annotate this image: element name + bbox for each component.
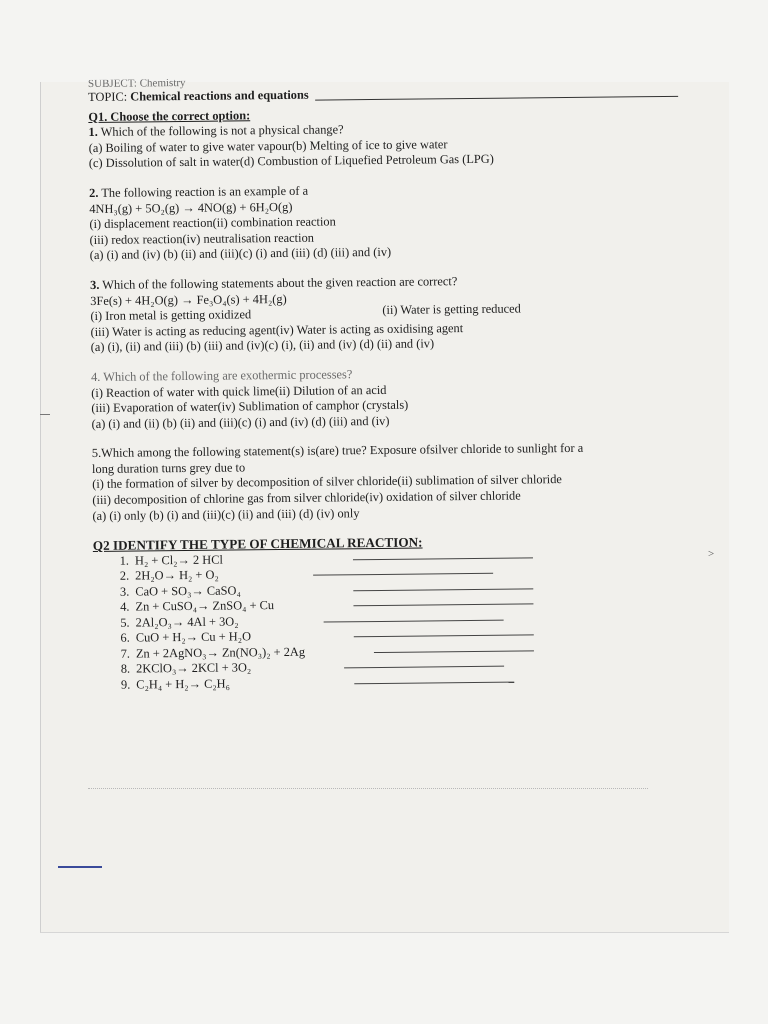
question-number: 2. <box>89 185 99 200</box>
answer-blank <box>313 572 493 576</box>
margin-tick <box>40 414 50 415</box>
q1-heading: Q1. Choose the correct option: <box>88 107 251 124</box>
reaction-number: 6. <box>120 630 130 645</box>
reaction-number: 7. <box>120 646 131 661</box>
option-line: (iii) redox reaction(iv) neutralisation reaction <box>89 230 314 247</box>
reaction-equation: C₂H₄ + H₂→ C₂H₆ <box>136 676 230 692</box>
stray-mark: > <box>708 548 715 560</box>
question-text: Which of the following are exothermic processes? <box>100 367 353 384</box>
reaction-equation: 3Fe(s) + 4H₂O(g) → Fe₃O₄(s) + 4H₂(g) <box>90 291 287 308</box>
reaction-number: 9. <box>120 677 131 692</box>
question-number: 4. <box>90 369 101 384</box>
question-5 <box>92 440 683 524</box>
reaction-number: 3. <box>119 584 130 599</box>
option-line: long duration turns grey due to <box>91 460 246 476</box>
option-line: (ii) Water is getting reduced <box>382 301 521 318</box>
question-4 <box>91 364 682 433</box>
reaction-equation: 4NH₃(g) + 5O₂(g) → 4NO(g) + 6H₂O(g) <box>89 199 293 216</box>
question-3 <box>90 272 681 356</box>
answer-choices: (a) (i) only (b) (i) and (iii)(c) (ii) and (iii) (d) (iv) only <box>92 505 360 523</box>
answer-blank <box>353 602 533 606</box>
reaction-number: 2. <box>119 568 130 583</box>
option-line: (i) Iron metal is getting oxidized <box>90 307 252 324</box>
option-line: (c) Dissolution of salt in water(d) Combustion of Liquefied Petroleum Gas (LPG) <box>88 152 494 171</box>
option-line: (iii) Evaporation of water(iv) Sublimation of camphor (crystals) <box>91 397 409 416</box>
reaction-number: 1. <box>119 553 130 568</box>
answer-blank <box>354 633 534 637</box>
answer-blank <box>353 556 533 560</box>
question-2 <box>89 180 680 264</box>
answer-choices: (a) (i) and (iv) (b) (ii) and (iii)(c) (i) and (iii) (d) (iii) and (iv) <box>89 245 392 263</box>
topic-label: TOPIC: <box>88 89 128 104</box>
answer-blank <box>324 618 504 622</box>
reaction-number: 8. <box>120 661 131 676</box>
option-line: (a) Boiling of water to give water vapour(b) Melting of ice to give water <box>88 137 448 155</box>
option-line: (i) the formation of silver by decomposition of silver chloride(ii) sublimation of silver chloride <box>92 472 562 492</box>
reaction-equation: CaO + SO₃→ CaSO₄ <box>135 583 241 599</box>
pen-mark <box>58 866 102 868</box>
reaction-equation: 2KClO₃→ 2KCl + 3O₂ <box>136 660 252 676</box>
answer-blank <box>353 587 533 591</box>
answer-blank <box>344 665 504 669</box>
topic-underline <box>315 95 678 100</box>
reaction-number: 4. <box>120 599 130 614</box>
option-line: (iii) decomposition of chlorine gas from silver chloride(iv) oxidation of silver chloride <box>92 488 521 508</box>
question-text: Which among the following statement(s) is(are) true? Exposure ofsilver chloride to sunlight for a <box>101 441 584 461</box>
reaction-equation: Zn + 2AgNO₃→ Zn(NO₃)₂ + 2Ag <box>135 644 306 661</box>
reaction-equation: Zn + CuSO₄→ ZnSO₄ + Cu <box>135 598 275 614</box>
reaction-equation: 2Al₂O₃→ 4Al + 3O₂ <box>135 614 239 630</box>
reaction-number: 5. <box>120 615 130 630</box>
question-1 <box>88 119 678 172</box>
q2-heading: Q2 IDENTIFY THE TYPE OF CHEMICAL REACTION: <box>92 534 423 554</box>
question-text: Which of the following statements about the given reaction are correct? <box>99 274 458 292</box>
question-number: 1. <box>88 125 98 140</box>
answer-blank <box>354 680 514 684</box>
option-line: (iii) Water is acting as reducing agent(iv) Water is acting as oxidising agent <box>90 320 464 339</box>
answer-choices: (a) (i) and (ii) (b) (ii) and (iii)(c) (i) and (iv) (d) (iii) and (iv) <box>91 413 390 431</box>
question-number: 3. <box>90 277 100 292</box>
worksheet-content <box>87 76 684 693</box>
reaction-equation: H₂ + Cl₂→ 2 HCl <box>134 552 223 568</box>
subject-line: SUBJECT: Chemistry <box>87 76 186 90</box>
option-line: (i) Reaction of water with quick lime(ii) Dilution of an acid <box>91 382 387 400</box>
question-number: 5. <box>91 446 102 461</box>
topic-value: Chemical reactions and equations <box>130 87 309 104</box>
question-text: Which of the following is not a physical change? <box>97 122 344 140</box>
option-line: (i) displacement reaction(ii) combination reaction <box>89 214 336 232</box>
faint-dotted-line <box>88 788 648 789</box>
reaction-list <box>93 548 684 694</box>
answer-blank <box>374 649 534 653</box>
reaction-equation: 2H₂O→ H₂ + O₂ <box>135 567 219 583</box>
answer-choices: (a) (i), (ii) and (iii) (b) (iii) and (iv)(c) (i), (ii) and (iv) (d) (ii) and (iv) <box>90 336 435 355</box>
question-text: The following reaction is an example of a <box>98 183 309 200</box>
reaction-equation: CuO + H₂→ Cu + H₂O <box>135 629 252 645</box>
